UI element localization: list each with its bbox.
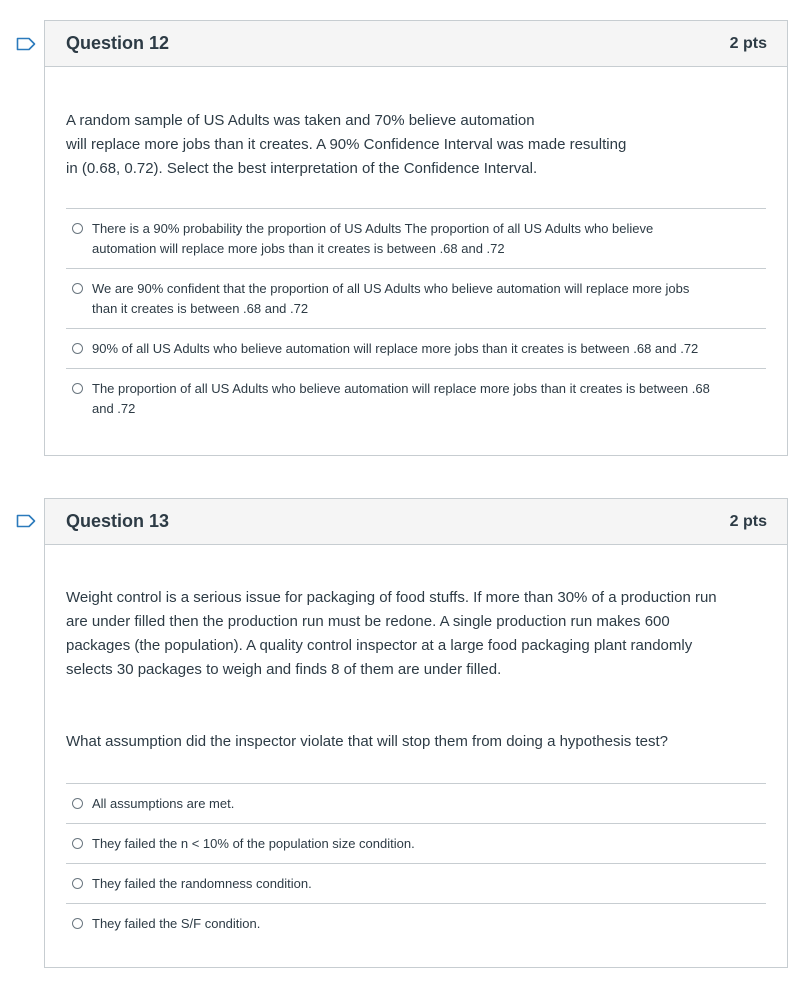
question-13-text — [66, 545, 766, 682]
question-text-line: will replace more jobs than it creates. A 90% Confidence Interval was made resulting — [66, 136, 627, 153]
question-12-answers — [66, 208, 766, 428]
answer-label: They failed the randomness condition. — [92, 876, 312, 891]
answer-label: The proportion of all US Adults who believe automation will replace more jobs than it creates is between .68 and .72 — [92, 381, 710, 416]
answer-option[interactable] — [66, 269, 766, 329]
answer-option[interactable] — [66, 369, 766, 428]
question-text-line: Weight control is a serious issue for packaging of food stuffs. If more than 30% of a production run — [66, 589, 717, 606]
radio-button[interactable] — [72, 383, 83, 394]
question-12-points: 2 pts — [729, 34, 767, 52]
question-13-prompt: What assumption did the inspector violate that will stop them from doing a hypothesis test? — [66, 733, 668, 750]
question-12-title: Question 12 — [66, 33, 170, 53]
question-text-line: packages (the population). A quality control inspector at a large food packaging plant randomly — [66, 637, 693, 654]
answer-option[interactable] — [66, 784, 766, 824]
answer-label: 90% of all US Adults who believe automation will replace more jobs than it creates is between .68 and .72 — [92, 341, 699, 356]
question-text-line: A random sample of US Adults was taken and 70% believe automation — [66, 112, 535, 129]
flag-question-13-icon[interactable] — [16, 514, 36, 528]
radio-button[interactable] — [72, 878, 83, 889]
radio-button[interactable] — [72, 838, 83, 849]
question-13-card — [44, 498, 788, 968]
radio-button[interactable] — [72, 343, 83, 354]
answer-label: They failed the S/F condition. — [92, 916, 261, 931]
answer-option[interactable] — [66, 904, 766, 943]
radio-button[interactable] — [72, 918, 83, 929]
question-13-answers — [66, 783, 766, 943]
question-text-line: are under filled then the production run must be redone. A single production run makes 600 — [66, 613, 670, 630]
answer-option[interactable] — [66, 864, 766, 904]
question-12-card — [44, 20, 788, 456]
answer-option[interactable] — [66, 329, 766, 369]
answer-label: There is a 90% probability the proportion of US Adults The proportion of all US Adults who believe automation will replace more jobs than it creates is between .68 and .72 — [92, 221, 654, 256]
radio-button[interactable] — [72, 798, 83, 809]
answer-option[interactable] — [66, 209, 766, 269]
radio-button[interactable] — [72, 283, 83, 294]
question-text-line: in (0.68, 0.72). Select the best interpretation of the Confidence Interval. — [66, 160, 538, 177]
question-12-text — [66, 67, 766, 181]
question-13-title: Question 13 — [66, 511, 170, 531]
question-13-header — [45, 499, 787, 545]
answer-label: We are 90% confident that the proportion of all US Adults who believe automation will replace more jobs than it creates is between .68 and .72 — [92, 281, 690, 316]
answer-option[interactable] — [66, 824, 766, 864]
question-text-line: selects 30 packages to weigh and finds 8 of them are under filled. — [66, 661, 502, 678]
question-12-header — [45, 21, 787, 67]
radio-button[interactable] — [72, 223, 83, 234]
answer-label: They failed the n < 10% of the population size condition. — [92, 836, 415, 851]
flag-question-12-icon[interactable] — [16, 37, 36, 51]
answer-label: All assumptions are met. — [92, 796, 235, 811]
question-13-points: 2 pts — [729, 512, 767, 530]
